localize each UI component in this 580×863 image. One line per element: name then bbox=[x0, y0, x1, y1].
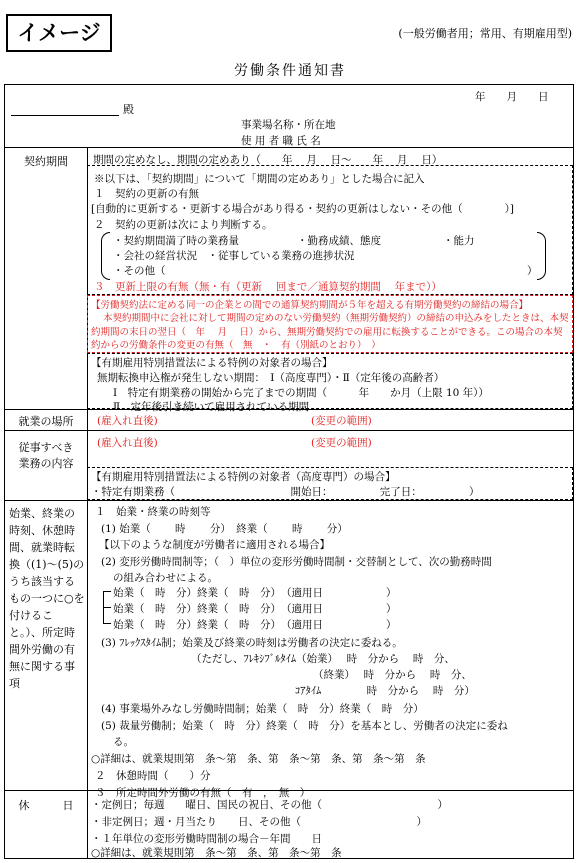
hours-line-14: ２ 休憩時間（ ）分 bbox=[95, 770, 211, 782]
special-line2: Ⅰ 特定有期業務の開始から完了までの期間（ 年 か月（上限 10 年）） bbox=[113, 387, 489, 399]
addressee-suffix: 殿 bbox=[123, 103, 134, 116]
hours-line-3: 【以下のような制度が労働者に適用される場合】 bbox=[99, 539, 330, 551]
contract-period-line: 期間の定めなし、期間の定めあり（ 年 月 日～ 年 月 日） bbox=[93, 154, 443, 166]
duties-label-line1: 従事すべき bbox=[18, 441, 74, 454]
duties-change-range: (変更の範囲) bbox=[311, 437, 372, 449]
holidays-line-1: ・定例日；毎週 曜日、国民の祝日、その他（ ） bbox=[91, 799, 448, 811]
row-divider bbox=[5, 147, 573, 148]
form-type-note: (一般労働者用；常用、有期雇用型) bbox=[398, 27, 572, 40]
renewal-title: １ 契約の更新の有無 bbox=[94, 188, 199, 200]
holidays-label: 休 日 bbox=[18, 799, 74, 812]
hours-line-4: (2) 変形労働時間制等；（ ）単位の変形労働時間制・交替制として、次の勤務時間 bbox=[101, 556, 492, 568]
workplace-change-range: (変更の範囲) bbox=[311, 415, 372, 427]
renewal-note: ※以下は、「契約期間」について「期間の定めあり」とした場合に記入 bbox=[94, 173, 425, 185]
image-label-box: イメージ bbox=[6, 14, 112, 52]
renewal-limit: ３ 更新上限の有無（無・有（更新 回まで／通算契約期間 年まで）） bbox=[94, 281, 442, 293]
date-line: 年 月 日 bbox=[475, 91, 549, 103]
hours-line-6: (3) ﾌﾚｯｸｽﾀｲﾑ制；始業及び終業の時刻は労働者の決定に委ねる。 bbox=[101, 637, 403, 649]
shift-tick bbox=[103, 623, 111, 624]
bracket-left bbox=[101, 232, 110, 280]
hours-line-1: １ 始業・終業の時刻等 bbox=[95, 506, 211, 518]
judgment-ability: ・能力 bbox=[443, 235, 475, 247]
judgment-other-close: ） bbox=[527, 265, 538, 277]
shift-tick bbox=[103, 591, 111, 592]
shift-tick bbox=[103, 607, 111, 608]
hours-line-15: ３ 所定時間外労働の有無（ 有 ， 無 ） bbox=[95, 787, 311, 799]
bracket-right bbox=[537, 232, 546, 280]
duties-label-line2: 業務の内容 bbox=[18, 457, 74, 470]
judgment-workload: ・契約期間満了時の業務量 bbox=[113, 235, 239, 247]
duties-special-line: ・特定有期業務（ 開始日： 完了日： ） bbox=[91, 486, 480, 498]
special-line3: Ⅱ 定年後引き続いて雇用されている期間 bbox=[113, 401, 310, 413]
hours-line-11: (5) 裁量労働制；始業（ 時 分）終業（ 時 分）を基本とし、労働者の決定に委ね bbox=[101, 720, 508, 732]
judgment-performance: ・勤務成績、態度 bbox=[297, 235, 381, 247]
hours-line-8: （終業） 時 分から 時 分、 bbox=[313, 669, 472, 681]
conversion-title: 【労働契約法に定める同一の企業との間での通算契約期間が５年を超える有期労働契約の締結の場合】 bbox=[91, 300, 529, 311]
judgment-other: ・その他（ bbox=[113, 265, 166, 277]
special-line1: 無期転換申込権が発生しない期間： Ⅰ（高度専門）・Ⅱ（定年後の高齢者） bbox=[97, 372, 445, 384]
renewal-options: [自動的に更新する・更新する場合があり得る・契約の更新はしない・その他（ ）] bbox=[91, 203, 514, 215]
notice-table bbox=[4, 84, 574, 859]
workplace-label: 就業の場所 bbox=[18, 415, 74, 428]
duties-hire-immediate: (雇入れ直後) bbox=[97, 437, 158, 449]
hours-line-2: (1) 始業（ 時 分） 終業（ 時 分） bbox=[101, 523, 348, 535]
shift-row-3: 始業（ 時 分）終業（ 時 分） （適用日 ） bbox=[113, 619, 397, 631]
hours-line-7: （ただし、ﾌﾚｷｼﾌﾞﾙﾀｲﾑ（始業） 時 分から 時 分、 bbox=[191, 653, 455, 665]
addressee-underline bbox=[11, 115, 119, 116]
holidays-line-4: ○詳細は、就業規則第 条～第 条、第 条～第 条 bbox=[91, 847, 342, 859]
special-title: 【有期雇用特別措置法による特例の対象者の場合】 bbox=[91, 357, 333, 369]
hours-line-9: ｺｱﾀｲﾑ 時 分から 時 分） bbox=[295, 685, 475, 697]
employer-name-address: 事業場名称・所在地 bbox=[241, 119, 336, 131]
row-divider bbox=[5, 500, 573, 501]
conversion-body: 本契約期間中に会社に対して期間の定めのない労働契約（無期労働契約）の締結の申込みをしたときは、本契約期間の末日の翌日（ 年 月 日）から、無期労働契約での雇用に転換することができる。この場合の本契約からの労働条件の変更の有無（ 無 ・ 有（別紙のとおり） ） bbox=[91, 313, 569, 351]
contract-period-label: 契約期間 bbox=[24, 155, 68, 168]
holidays-line-2: ・非定例日；週・月当たり 日、その他（ ） bbox=[91, 816, 427, 828]
judgment-title: ２ 契約の更新は次により判断する。 bbox=[94, 219, 273, 231]
shift-row-2: 始業（ 時 分）終業（ 時 分） （適用日 ） bbox=[113, 603, 397, 615]
row-divider bbox=[5, 430, 573, 431]
hours-line-5: の組み合わせによる。 bbox=[113, 572, 218, 584]
workplace-hire-immediate: (雇入れ直後) bbox=[97, 415, 158, 427]
hours-label: 始業、終業の時刻、休憩時間、就業時転換（(1)～(5)のうち該当するもの一つに○を付けること。）、所定時間外労働の有無に関する事項 bbox=[9, 507, 85, 690]
employer-officer-name: 使 用 者 職 氏 名 bbox=[241, 135, 321, 147]
judgment-company-status: ・会社の経営状況 ・従事している業務の進捗状況 bbox=[113, 250, 355, 262]
hours-line-13: ○詳細は、就業規則第 条～第 条、第 条～第 条、第 条～第 条 bbox=[91, 753, 426, 765]
hours-line-10: (4) 事業場外みなし労働時間制；始業（ 時 分）終業（ 時 分） bbox=[101, 703, 424, 715]
duties-special-title: 【有期雇用特別措置法による特例の対象者（高度専門）の場合】 bbox=[91, 471, 396, 483]
shift-row-1: 始業（ 時 分）終業（ 時 分） （適用日 ） bbox=[113, 587, 397, 599]
hours-line-12: る。 bbox=[113, 736, 134, 748]
document-title: 労働条件通知書 bbox=[234, 63, 346, 79]
holidays-line-3: ・１年単位の変形労働時間制の場合－年間 日 bbox=[91, 833, 322, 845]
